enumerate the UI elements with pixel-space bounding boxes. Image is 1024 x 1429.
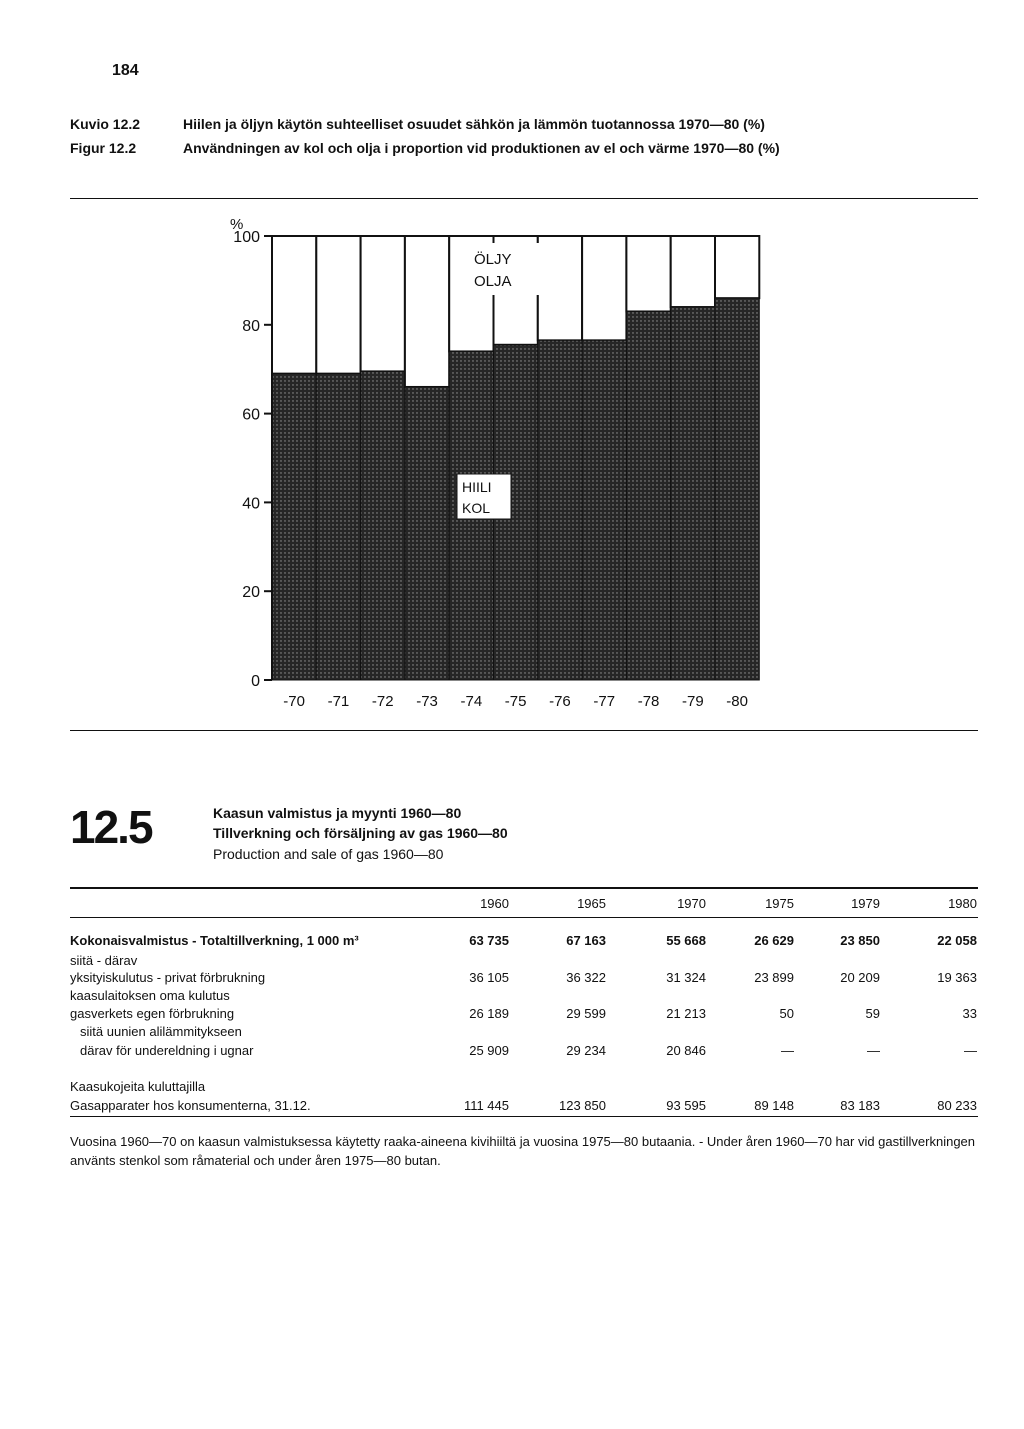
- section-title-en: Production and sale of gas 1960—80: [213, 846, 444, 862]
- table-cell: 36 322: [566, 970, 606, 985]
- column-header-1979: 1979: [851, 896, 880, 911]
- table-cell: 23 850: [840, 933, 880, 948]
- table-bottom-rule: [70, 1116, 978, 1117]
- section-title-sv: Tillverkning och försäljning av gas 1960—80: [213, 825, 508, 841]
- figure-title-sv: Användningen av kol och olja i proportion vid produktionen av el och värme 1970—80 (%): [183, 140, 780, 156]
- bar-coal-72: [361, 371, 405, 680]
- y-tick-label: 20: [242, 584, 260, 602]
- figure-title-fi: Hiilen ja öljyn käytön suhteelliset osuudet sähkön ja lämmön tuotannossa 1970—80 (%): [183, 116, 765, 132]
- x-tick-label: -70: [283, 693, 305, 710]
- table-cell: —: [781, 1043, 794, 1058]
- table-cell: 19 363: [937, 970, 977, 985]
- bar-oil-78: [626, 236, 670, 311]
- table-cell: 29 234: [566, 1043, 606, 1058]
- bar-coal-71: [316, 374, 360, 680]
- table-cell: 29 599: [566, 1006, 606, 1021]
- table-cell: 67 163: [566, 933, 606, 948]
- bar-oil-72: [361, 236, 405, 371]
- y-tick-label: 100: [233, 229, 260, 246]
- table-cell: 25 909: [469, 1043, 509, 1058]
- table-cell: 93 595: [666, 1098, 706, 1113]
- column-header-1980: 1980: [948, 896, 977, 911]
- chart-top-rule: [70, 198, 978, 199]
- table-cell: 26 189: [469, 1006, 509, 1021]
- row-label: Kaasukojeita kuluttajilla: [70, 1079, 206, 1094]
- chart-bars: [272, 236, 759, 680]
- legend-oil-sv: OLJA: [474, 273, 512, 290]
- table-cell: 20 209: [840, 970, 880, 985]
- bar-oil-80: [715, 236, 759, 298]
- column-header-1970: 1970: [677, 896, 706, 911]
- table-cell: 26 629: [754, 933, 794, 948]
- table-cell: 20 846: [666, 1043, 706, 1058]
- x-tick-label: -79: [682, 693, 704, 710]
- row-label: därav för undereldning i ugnar: [80, 1043, 254, 1058]
- footnote: Vuosina 1960—70 on kaasun valmistuksessa käytetty raaka-aineena kivihiiltä ja vuosina 1975—80 butaania. - Under åren 1960—70 har vid gastillverkningen använts stenkol som råmaterial och under åren 1975—80 butan.: [70, 1134, 976, 1168]
- table-cell: 111 445: [463, 1098, 509, 1113]
- table-cell: 80 233: [937, 1098, 977, 1113]
- figure-label-fi: Kuvio 12.2: [70, 116, 141, 132]
- bar-coal-70: [272, 374, 316, 680]
- bar-oil-71: [316, 236, 360, 374]
- legend-coal-fi: HIILI: [462, 479, 492, 495]
- row-label: kaasulaitoksen oma kulutus: [70, 988, 230, 1003]
- bar-coal-79: [671, 307, 715, 680]
- column-header-1975: 1975: [765, 896, 794, 911]
- x-tick-label: -71: [327, 693, 350, 710]
- bar-coal-73: [405, 387, 449, 680]
- table-cell: 63 735: [469, 933, 509, 948]
- y-tick-label: 60: [242, 406, 260, 424]
- legend-coal: [457, 474, 511, 519]
- chart-bottom-rule: [70, 730, 978, 731]
- column-header-1965: 1965: [577, 896, 606, 911]
- x-tick-label: -74: [460, 693, 483, 710]
- y-tick-label: 0: [251, 673, 260, 690]
- row-label: yksityiskulutus - privat förbrukning: [70, 970, 266, 985]
- table-top-rule: [70, 887, 978, 889]
- y-tick-label: 80: [242, 317, 260, 335]
- table-cell: 21 213: [666, 1006, 706, 1021]
- row-label: Kokonaisvalmistus - Totaltillverkning, 1 000 m³: [70, 933, 359, 948]
- row-label: siitä - därav: [70, 953, 138, 968]
- bar-oil-70: [272, 236, 316, 374]
- table-cell: 83 183: [840, 1098, 880, 1113]
- bar-coal-80: [715, 298, 759, 680]
- table-cell: 89 148: [754, 1098, 794, 1113]
- row-label: siitä uunien alilämmitykseen: [80, 1024, 242, 1039]
- bar-oil-79: [671, 236, 715, 307]
- row-label: gasverkets egen förbrukning: [70, 1006, 235, 1021]
- table-cell: 59: [865, 1006, 880, 1021]
- table-cell: 55 668: [666, 933, 706, 948]
- chart-axis: [264, 236, 272, 680]
- table-cell: 23 899: [754, 970, 794, 985]
- table-cell: 50: [779, 1006, 794, 1021]
- table-cell: —: [964, 1043, 977, 1058]
- legend-oil: [452, 243, 540, 295]
- x-tick-label: -80: [726, 693, 748, 710]
- bar-coal-77: [582, 340, 626, 680]
- y-tick-label: 40: [242, 495, 260, 513]
- table-cell: 33: [962, 1006, 977, 1021]
- bar-oil-76: [538, 236, 582, 340]
- x-tick-label: -76: [549, 693, 571, 710]
- table-cell: 123 850: [559, 1098, 606, 1113]
- page-number: 184: [112, 62, 139, 79]
- table-cell: —: [867, 1043, 880, 1058]
- table-cell: 36 105: [469, 970, 509, 985]
- x-tick-label: -75: [504, 693, 527, 710]
- x-tick-label: -77: [593, 693, 616, 710]
- legend-coal-sv: KOL: [462, 500, 491, 516]
- x-tick-label: -72: [371, 693, 394, 710]
- x-tick-label: -73: [416, 693, 438, 710]
- section-number: 12.5: [70, 801, 152, 853]
- bar-oil-77: [582, 236, 626, 340]
- table-cell: 22 058: [937, 933, 977, 948]
- table-cell: 31 324: [666, 970, 706, 985]
- bar-coal-76: [538, 340, 582, 680]
- column-header-1960: 1960: [480, 896, 509, 911]
- section-title-fi: Kaasun valmistus ja myynti 1960—80: [213, 805, 462, 821]
- figure-label-sv: Figur 12.2: [70, 140, 137, 156]
- row-label: Gasapparater hos konsumenterna, 31.12.: [70, 1098, 311, 1113]
- table-header-rule: [70, 917, 978, 918]
- x-tick-label: -78: [637, 693, 660, 710]
- y-unit-label: %: [230, 216, 244, 233]
- bar-coal-78: [626, 311, 670, 680]
- bar-oil-73: [405, 236, 449, 387]
- legend-oil-fi: ÖLJY: [474, 251, 512, 268]
